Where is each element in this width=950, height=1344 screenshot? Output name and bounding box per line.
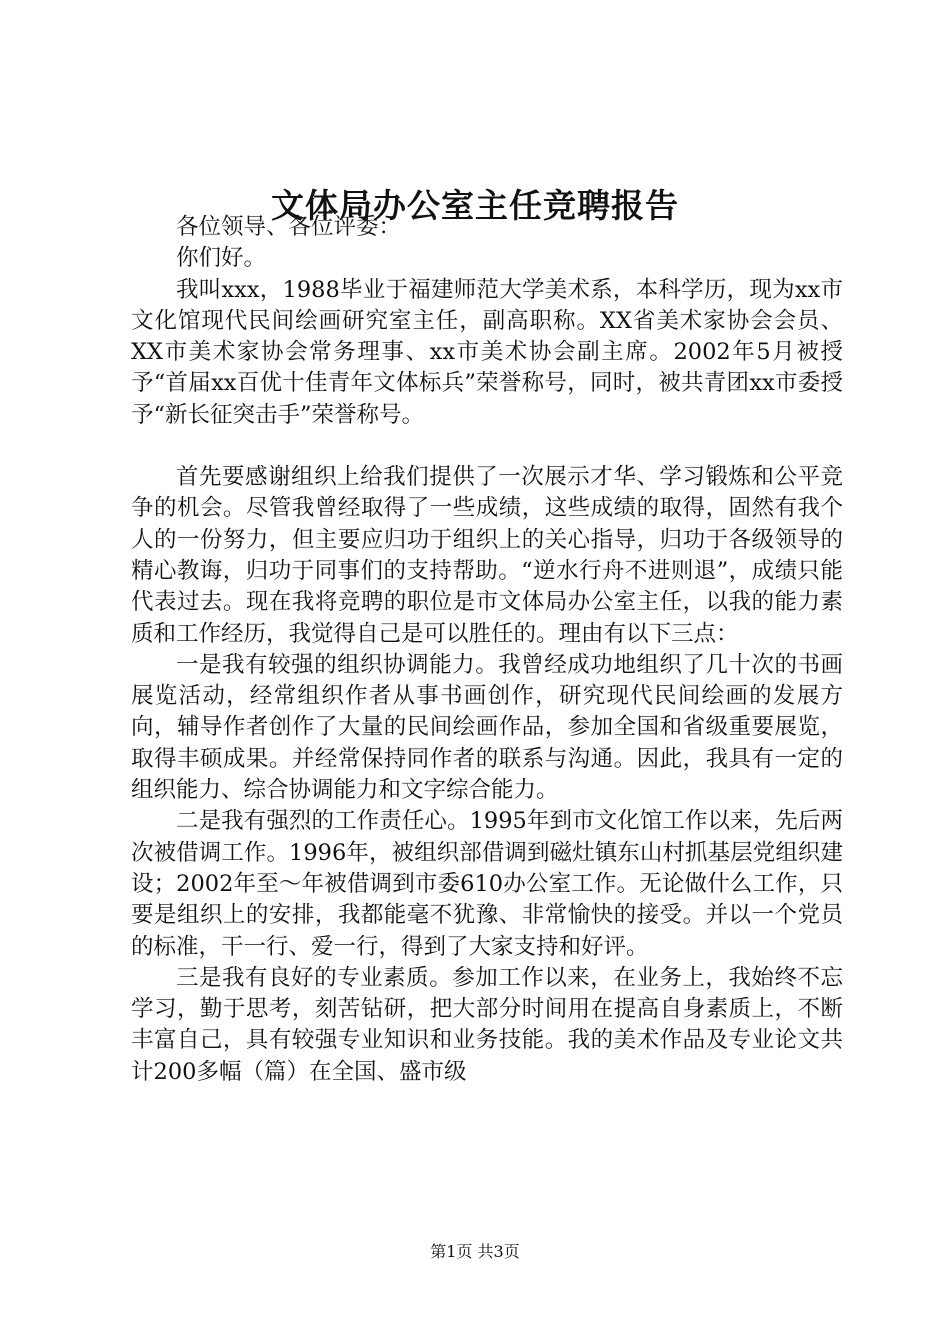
hello-line: 你们好。 bbox=[176, 245, 267, 272]
paragraph-reason-three: 三是我有良好的专业素质。参加工作以来，在业务上，我始终不忘学习，勤于思考，刻苦钻研，把大部分时间用在提高自身素质上，不断丰富自己，具有较强专业知识和业务技能。我的美术作品及专业论文共计200多幅（篇）在全国、盛市级 bbox=[131, 964, 843, 1085]
paragraph-reason-one: 一是我有较强的组织协调能力。我曾经成功地组织了几十次的书画展览活动，经常组织作者从事书画创作，研究现代民间绘画的发展方向，辅导作者创作了大量的民间绘画作品，参加全国和省级重要展览，取得丰硕成果。并经常保持同作者的联系与沟通。因此，我具有一定的组织能力、综合协调能力和文字综合能力。 bbox=[131, 651, 843, 804]
document-title: 文体局办公室主任竞聘报告 bbox=[271, 186, 679, 225]
paragraph-intro: 我叫xxx，1988毕业于福建师范大学美术系，本科学历，现为xx市文化馆现代民间绘画研究室主任，副高职称。XX省美术家协会会员、XX市美术家协会常务理事、xx市美术协会副主席。2002年5月被授予“首届xx百优十佳青年文体标兵”荣誉称号，同时，被共青团xx市委授予“新长征突击手”荣誉称号。 bbox=[131, 276, 843, 428]
greeting-line: 各位领导、各位评委： bbox=[176, 214, 402, 240]
page-number-footer: 第1页 共3页 bbox=[430, 1242, 520, 1261]
paragraph-reason-two: 二是我有强烈的工作责任心。1995年到市文化馆工作以来，先后两次被借调工作。1996年，被组织部借调到磁灶镇东山村抓基层党组织建设；2002年至～年被借调到市委610办公室工作。无论做什么工作，只要是组织上的安排，我都能毫不犹豫、非常愉快的接受。并以一个党员的标准，干一行、爱一行，得到了大家支持和好评。 bbox=[131, 808, 843, 960]
document-body bbox=[131, 212, 843, 1088]
paragraph-thanks: 首先要感谢组织上给我们提供了一次展示才华、学习锻炼和公平竞争的机会。尽管我曾经取得了一些成绩，这些成绩的取得，固然有我个人的一份努力，但主要应归功于组织上的关心指导，归功于各级领导的精心教诲，归功于同事们的支持帮助。“逆水行舟不进则退”，成绩只能代表过去。现在我将竞聘的职位是市文体局办公室主任，以我的能力素质和工作经历，我觉得自己是可以胜任的。理由有以下三点： bbox=[131, 464, 843, 647]
